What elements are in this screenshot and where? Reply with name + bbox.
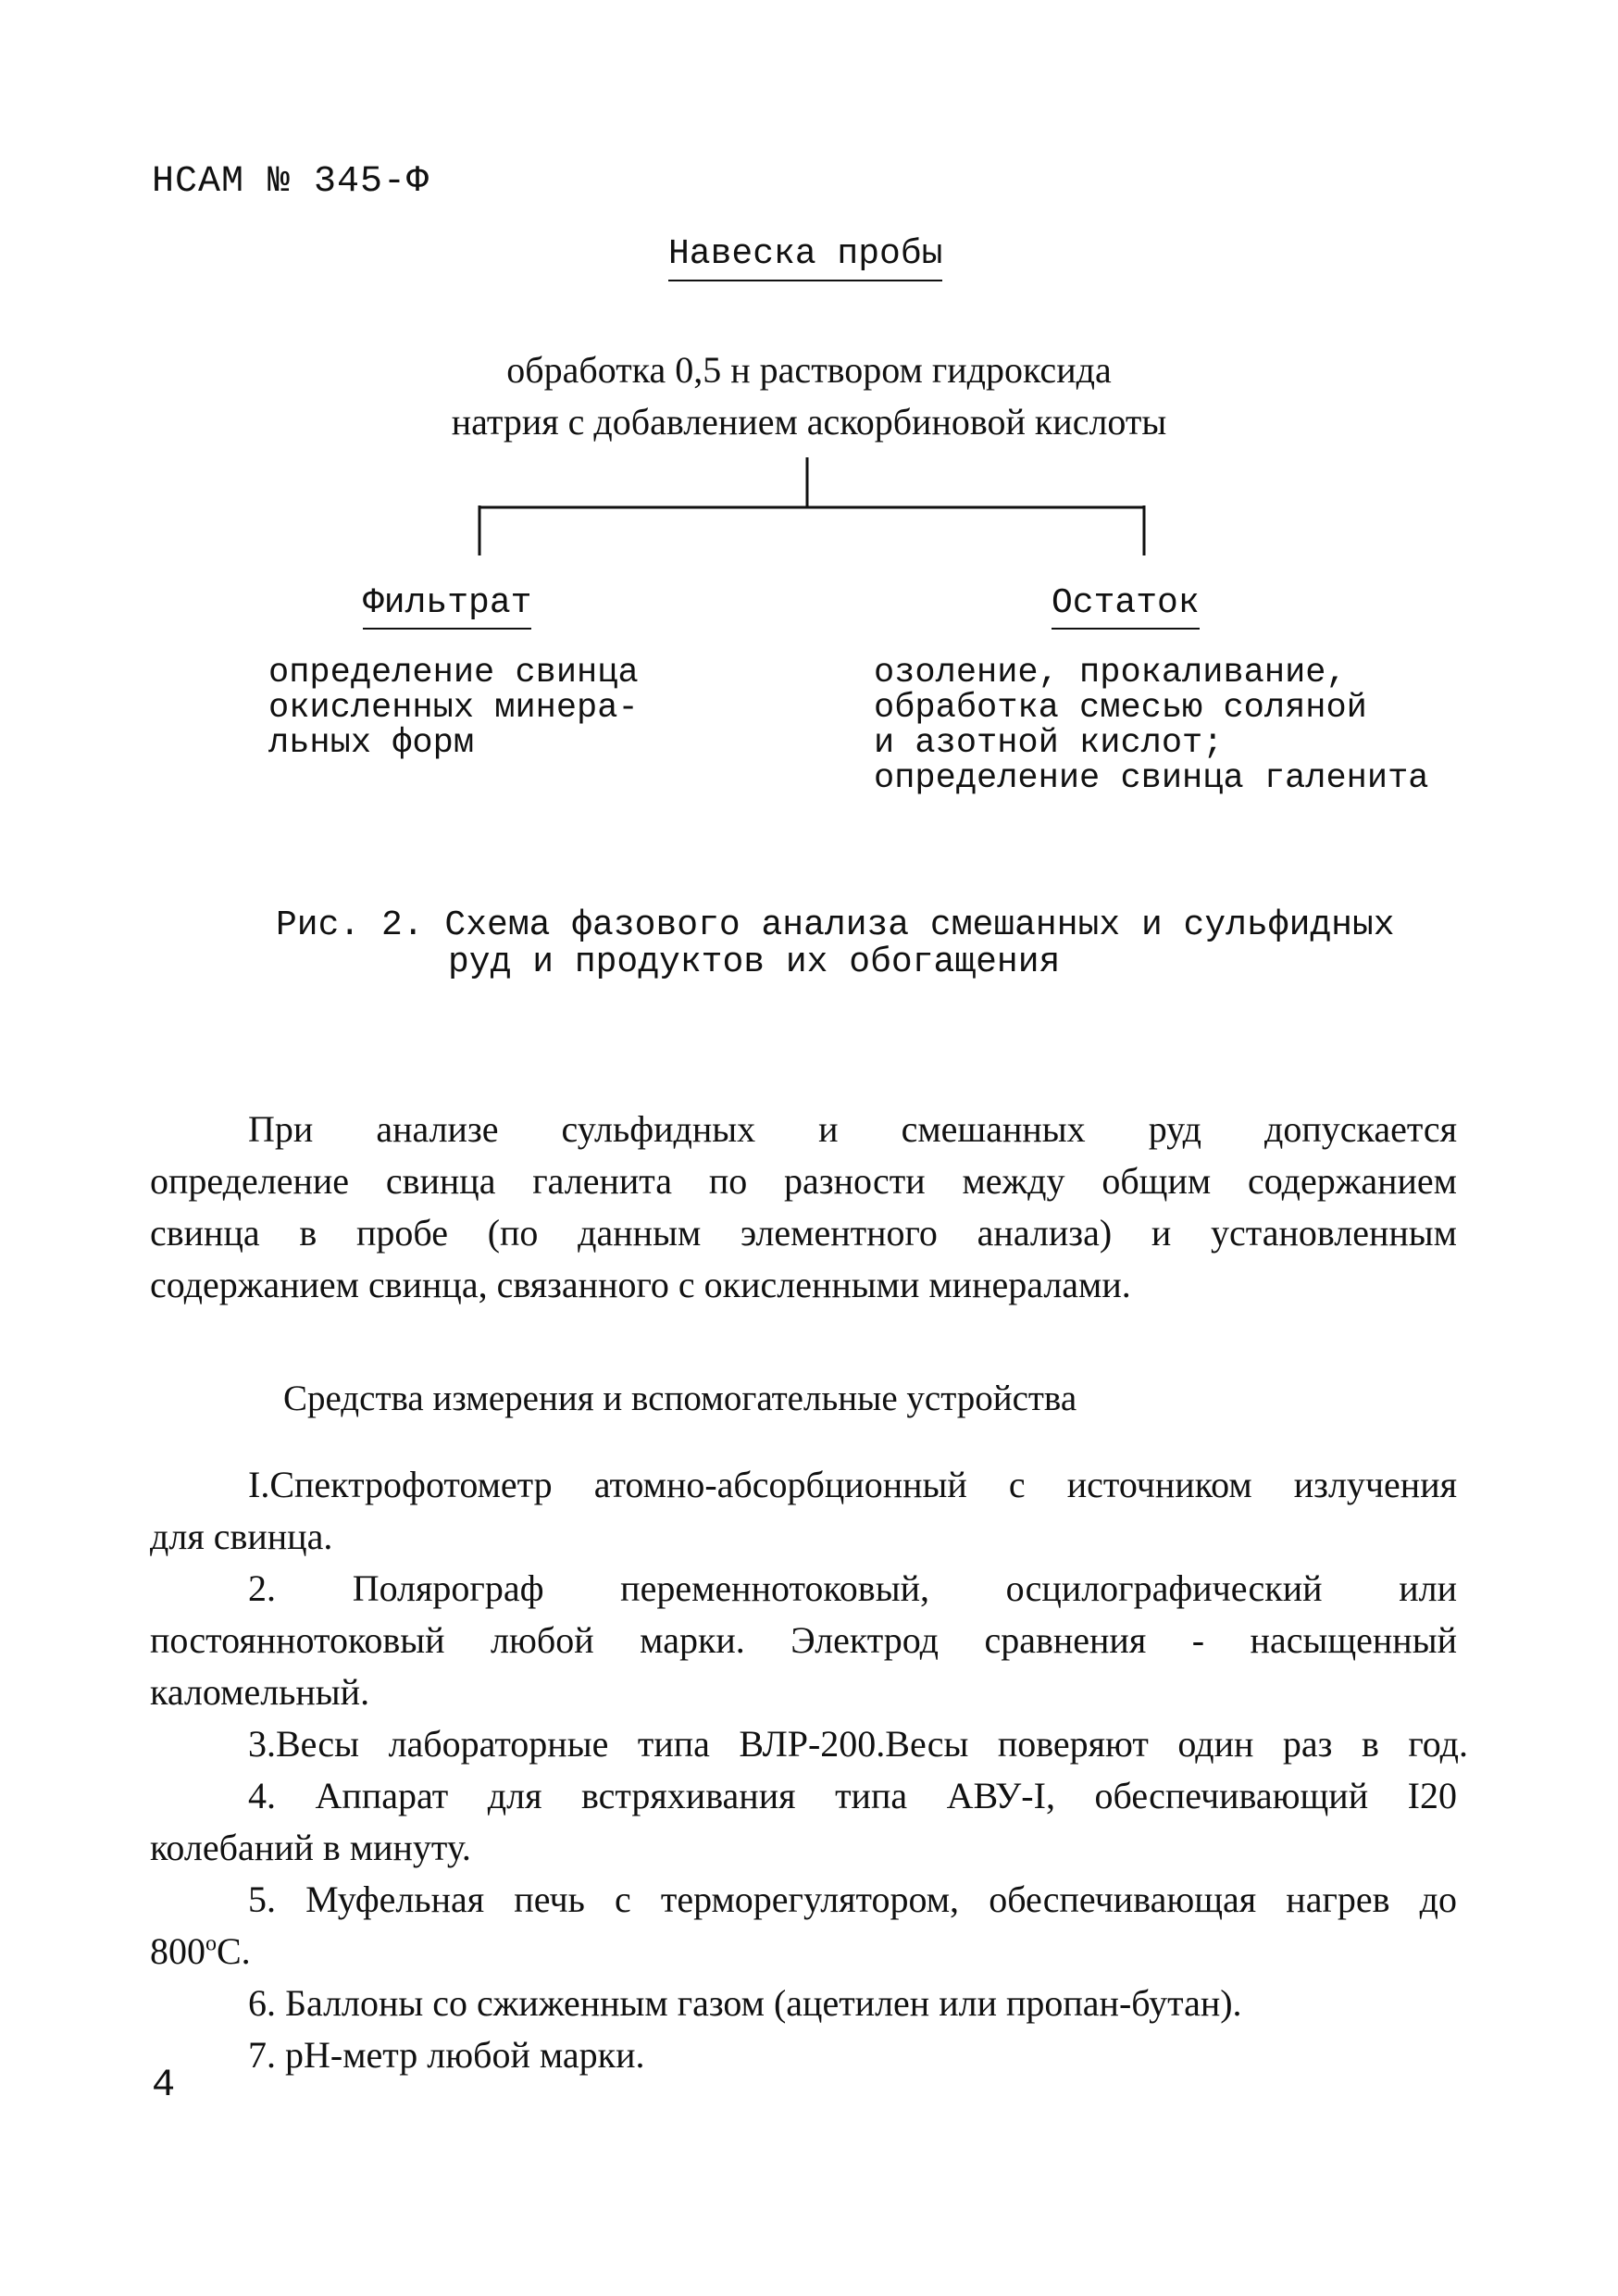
residue-line-3: и азотной кислот; xyxy=(874,724,1224,763)
temperature-value: 800 xyxy=(150,1930,205,1972)
residue-line-1: озоление, прокаливание, xyxy=(874,654,1347,693)
equipment-item-4-line-1: 4. Аппарат для встряхивания типа АВУ-I, обеспечивающий I20 xyxy=(248,1775,1457,1816)
equipment-item-2-line-1: 2. Полярограф переменнотоковый, осцилографический или xyxy=(248,1567,1457,1609)
equipment-item-7: 7. рН-метр любой марки. xyxy=(248,2034,645,2076)
equipment-item-5-line-1: 5. Муфельная печь с терморегулятором, обеспечивающая нагрев до xyxy=(248,1878,1457,1920)
filtrate-line-1: определение свинца xyxy=(268,654,639,693)
equipment-item-1-line-1: I.Спектрофотометр атомно-абсорбционный с источником излучения xyxy=(248,1464,1457,1505)
scheme-top-label: Навеска пробы xyxy=(668,233,942,281)
branch-label-filtrate: Фильтрат xyxy=(363,583,531,630)
paragraph-line-2: определение свинца галенита по разности между общим содержанием xyxy=(150,1160,1457,1202)
filtrate-line-3: льных форм xyxy=(268,724,475,763)
treatment-line-1: обработка 0,5 н раствором гидроксида xyxy=(506,349,1112,391)
figure-caption-line-1: Рис. 2. Схема фазового анализа смешанных и сульфидных xyxy=(276,905,1395,945)
temperature-unit: С. xyxy=(217,1930,251,1972)
filtrate-line-2: окисленных минера- xyxy=(268,689,639,728)
treatment-line-2: натрия с добавлением аскорбиновой кислоты xyxy=(451,401,1167,443)
residue-line-4: определение свинца галенита xyxy=(874,759,1429,798)
residue-line-2: обработка смесью соляной xyxy=(874,689,1367,728)
paragraph-line-3: свинца в пробе (по данным элементного анализа) и установленным xyxy=(150,1212,1457,1254)
equipment-item-2-line-3: каломельный. xyxy=(150,1671,370,1713)
equipment-item-2-line-2: постояннотоковый любой марки. Электрод сравнения - насыщенный xyxy=(150,1619,1457,1661)
degree-superscript: о xyxy=(205,1931,217,1956)
equipment-item-5-line-2 xyxy=(150,1926,1457,1978)
equipment-item-3: 3.Весы лабораторные типа ВЛР-200.Весы поверяют один раз в год. xyxy=(248,1723,1468,1765)
paragraph-line-1: При анализе сульфидных и смешанных руд допускается xyxy=(248,1108,1457,1150)
page-number: 4 xyxy=(152,2063,176,2107)
figure-caption-line-2: руд и продуктов их обогащения xyxy=(448,942,1061,982)
paragraph-line-4: содержанием свинца, связанного с окисленными минералами. xyxy=(150,1264,1131,1305)
equipment-item-4-line-2: колебаний в минуту. xyxy=(150,1827,471,1868)
document-code: НСАМ № 345-Ф xyxy=(152,161,430,203)
branch-label-residue: Остаток xyxy=(1052,583,1200,630)
equipment-heading: Средства измерения и вспомогательные устройства xyxy=(283,1379,1077,1418)
equipment-item-1-line-2: для свинца. xyxy=(150,1516,333,1557)
equipment-item-6: 6. Баллоны со сжиженным газом (ацетилен или пропан-бутан). xyxy=(248,1982,1242,2024)
